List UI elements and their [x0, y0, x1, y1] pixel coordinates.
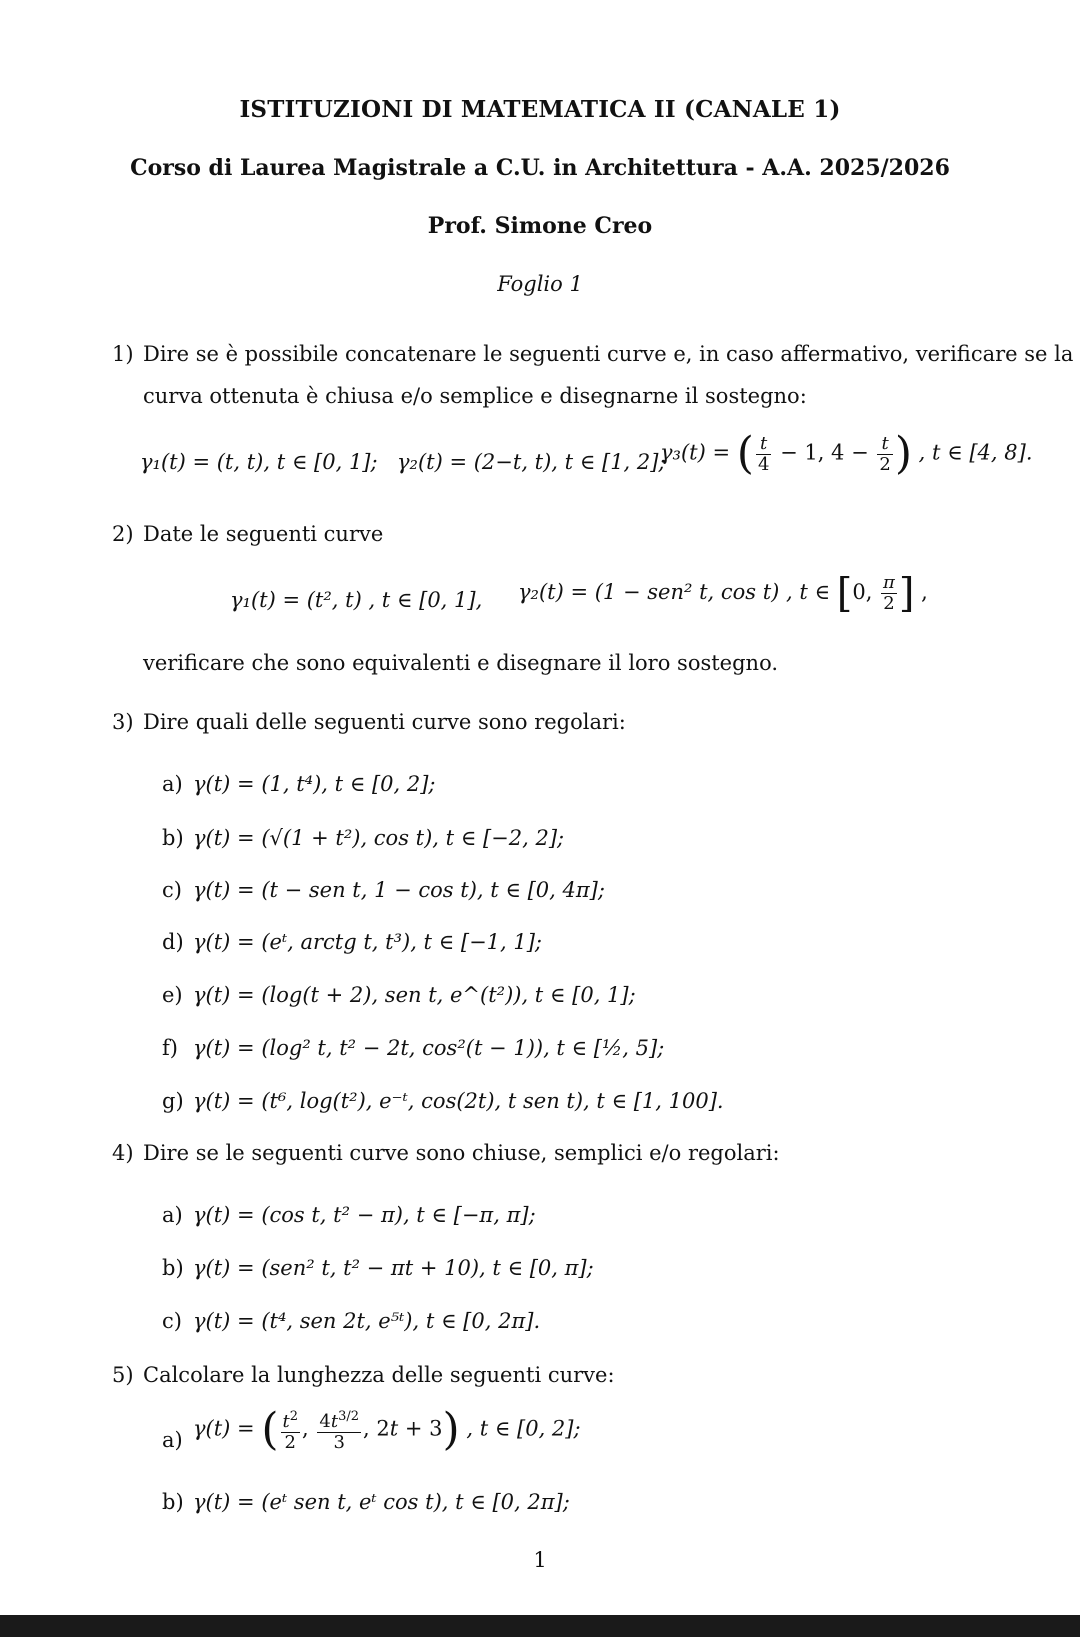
exercise-5a-formula: γ(t) = ( $\frac{t^2}{2}$ , $\frac{4t^{3/2}}{3}$ , 2t + 3) , t ∈ [0, 2]; [193, 1404, 581, 1455]
left-paren-icon: ( [736, 428, 754, 479]
exercise-1-curve-2: γ₂(t) = (2−t, t), t ∈ [1, 2]; [397, 450, 666, 474]
exercise-5a-suffix: , t ∈ [0, 2]; [466, 1416, 581, 1441]
exercise-5-number: 5) [112, 1363, 134, 1387]
exercise-4-number: 4) [112, 1141, 134, 1165]
exercise-3e-formula: γ(t) = (log(t + 2), sen t, e^(t²)), t ∈ [0, 1]; [193, 983, 636, 1007]
exercise-1-curve-3: γ₃(t) = ( $\frac{t}{4}$ − 1, 4 − $\frac{t}{2}$ ) , t ∈ [4, 8]. [660, 428, 1033, 479]
exercise-3g-label: g) [162, 1089, 184, 1113]
exercise-5a-label: a) [162, 1428, 183, 1452]
exercise-3b-formula: γ(t) = (√(1 + t²), cos t), t ∈ [−2, 2]; [193, 826, 565, 850]
exercise-3d-label: d) [162, 930, 184, 954]
document-title: ISTITUZIONI DI MATEMATICA II (CANALE 1) [239, 96, 841, 123]
exercise-1-number: 1) [112, 342, 134, 366]
exercise-3e-label: e) [162, 983, 183, 1007]
exercise-1-curve-3-suffix: , t ∈ [4, 8]. [918, 440, 1033, 465]
exercise-3c-label: c) [162, 878, 182, 902]
exercise-4b-label: b) [162, 1256, 184, 1280]
sheet-label: Foglio 1 [497, 272, 583, 296]
right-paren-icon: ) [442, 1404, 460, 1455]
exercise-4b-formula: γ(t) = (sen² t, t² − πt + 10), t ∈ [0, π]; [193, 1256, 594, 1280]
exercise-3f-formula: γ(t) = (log² t, t² − 2t, cos²(t − 1)), t ∈ [½, 5]; [193, 1036, 665, 1060]
exercise-5b-formula: γ(t) = (eᵗ sen t, eᵗ cos t), t ∈ [0, 2π]; [193, 1490, 570, 1514]
exercise-4a-formula: γ(t) = (cos t, t² − π), t ∈ [−π, π]; [193, 1203, 536, 1227]
exercise-1-text-line2: curva ottenuta è chiusa e/o semplice e disegnarne il sostegno: [143, 384, 807, 408]
exercise-3f-label: f) [162, 1036, 178, 1060]
left-paren-icon: ( [261, 1404, 279, 1455]
exercise-3c-formula: γ(t) = (t − sen t, 1 − cos t), t ∈ [0, 4π]; [193, 878, 605, 902]
exercise-2-text-line2: verificare che sono equivalenti e disegnare il loro sostegno. [143, 651, 779, 675]
exercise-1-text-line1: Dire se è possibile concatenare le seguenti curve e, in caso affermativo, verificare se la [143, 342, 1074, 366]
exercise-4c-label: c) [162, 1309, 182, 1333]
exercise-3b-label: b) [162, 826, 184, 850]
exercise-5-text-line1: Calcolare la lunghezza delle seguenti curve: [143, 1363, 615, 1387]
exercise-3-text-line1: Dire quali delle seguenti curve sono regolari: [143, 710, 626, 734]
exercise-3-number: 3) [112, 710, 134, 734]
exercise-4-text-line1: Dire se le seguenti curve sono chiuse, semplici e/o regolari: [143, 1141, 780, 1165]
exercise-3a-formula: γ(t) = (1, t⁴), t ∈ [0, 2]; [193, 772, 436, 796]
exercise-1-curve-1: γ₁(t) = (t, t), t ∈ [0, 1]; [140, 450, 378, 474]
exercise-2-number: 2) [112, 522, 134, 546]
exercise-5b-label: b) [162, 1490, 184, 1514]
exercise-2-text-line1: Date le seguenti curve [143, 522, 384, 546]
course-name: Corso di Laurea Magistrale a C.U. in Architettura - A.A. 2025/2026 [130, 155, 950, 181]
page-number: 1 [533, 1548, 547, 1572]
bottom-bar [0, 1615, 1080, 1637]
professor-name: Prof. Simone Creo [427, 213, 653, 239]
exercise-5a-prefix: γ(t) = [193, 1416, 255, 1441]
right-paren-icon: ) [894, 428, 912, 479]
exercise-3g-formula: γ(t) = (t⁶, log(t²), e⁻ᵗ, cos(2t), t sen t), t ∈ [1, 100]. [193, 1089, 724, 1113]
exercise-4a-label: a) [162, 1203, 183, 1227]
exercise-2-curve-2: γ₂(t) = (1 − sen² t, cos t) , t ∈ [0, $\frac{\pi}{2}$ ] , [518, 570, 928, 617]
exercise-2-curve-2-text: γ₂(t) = (1 − sen² t, cos t) , t ∈ [518, 580, 831, 604]
left-bracket-icon: [ [836, 570, 853, 617]
exercise-2-curve-1: γ₁(t) = (t², t) , t ∈ [0, 1], [230, 588, 483, 612]
exercise-3a-label: a) [162, 772, 183, 796]
exercise-1-curve-3-prefix: γ₃(t) = [660, 440, 731, 465]
exercise-4c-formula: γ(t) = (t⁴, sen 2t, e⁵ᵗ), t ∈ [0, 2π]. [193, 1309, 541, 1333]
right-bracket-icon: ] [898, 570, 915, 617]
exercise-3d-formula: γ(t) = (eᵗ, arctg t, t³), t ∈ [−1, 1]; [193, 930, 543, 954]
